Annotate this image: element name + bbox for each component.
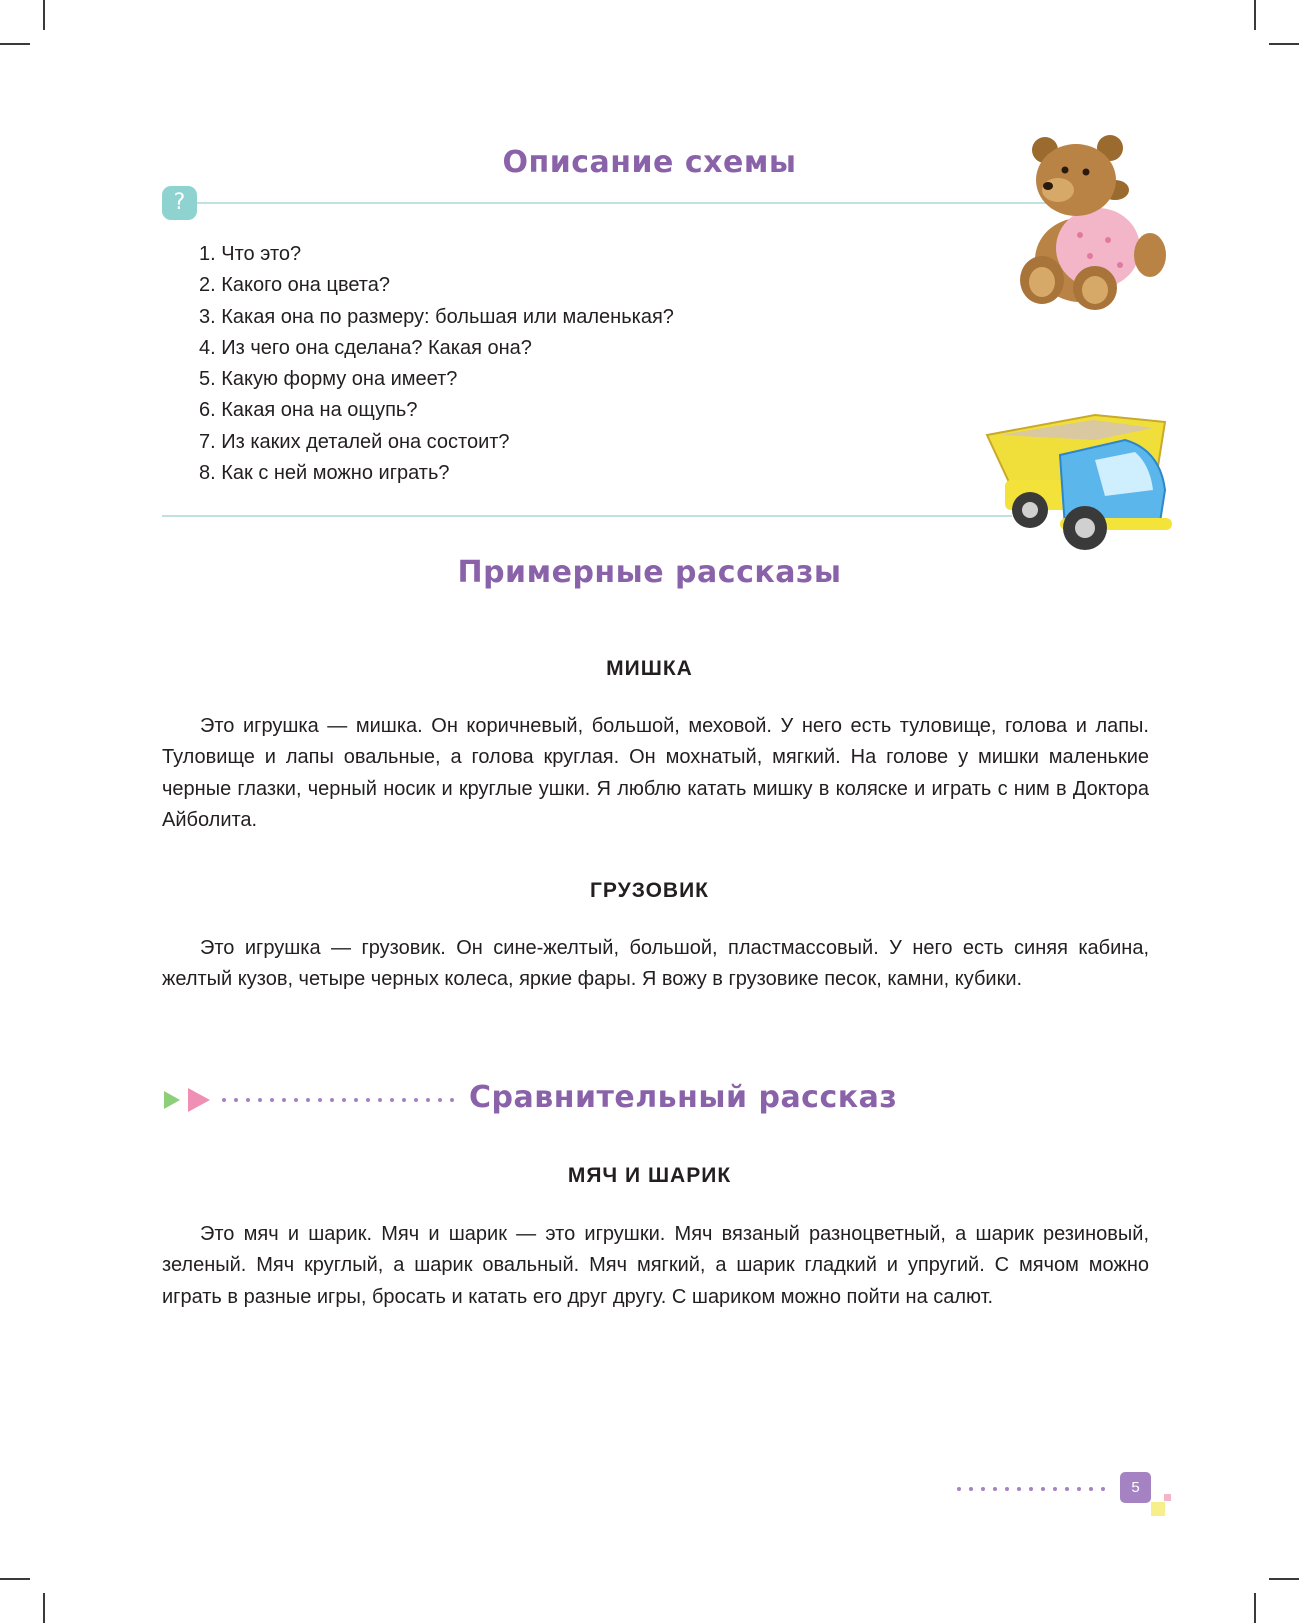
crop-mark (1254, 0, 1256, 30)
arrow-markers-icon (162, 1085, 467, 1115)
page-number: 5 (1120, 1472, 1151, 1503)
question-list (199, 239, 674, 489)
question-icon: ? (162, 186, 197, 220)
story-text-truck: Это игрушка — грузовик. Он сине-желтый, большой, пластмассовый. У него есть синяя кабина, желтый кузов, четыре черных колеса, яркие фары. Я вожу в грузовике песок, камни, кубики. (162, 937, 1149, 991)
crop-mark (1269, 43, 1299, 45)
crop-mark (0, 43, 30, 45)
story-heading-ball: МЯЧ И ШАРИК (567, 1164, 732, 1187)
list-item: 4. Из чего она сделана? Какая она? (199, 336, 532, 359)
bottom-divider (162, 515, 1012, 517)
comparative-title: Сравнительный рассказ (469, 1080, 898, 1115)
toy-truck-illustration (985, 410, 1185, 555)
story-text-bear: Это игрушка — мишка. Он коричневый, большой, меховой. У него есть туловище, голова и лапы. Туловище и лапы овальные, а голова круглая. Он мохнатый, мягкий. На голове у мишки маленькие черные глазки, черный носик и круглые ушки. Я люблю катать мишку в коляске и играть с ним в Доктора Айболита. (162, 715, 1149, 831)
crop-mark (43, 1593, 45, 1623)
list-item: 3. Какая она по размеру: большая или маленькая? (199, 305, 674, 328)
story-heading-bear: МИШКА (606, 657, 693, 680)
decor-square (1164, 1494, 1171, 1501)
top-divider (197, 202, 1077, 204)
list-item: 7. Из каких деталей она состоит? (199, 430, 510, 453)
teddy-bear-illustration (1010, 130, 1180, 310)
list-item: 5. Какую форму она имеет? (199, 368, 458, 391)
examples-title: Примерные рассказы (457, 555, 842, 590)
list-item: 6. Какая она на ощупь? (199, 399, 418, 422)
list-item: 8. Как с ней можно играть? (199, 462, 450, 485)
footer-dots (955, 1484, 1115, 1494)
list-item: 2. Какого она цвета? (199, 274, 390, 297)
scheme-title: Описание схемы (502, 145, 797, 180)
story-text-ball: Это мяч и шарик. Мяч и шарик — это игрушки. Мяч вязаный разноцветный, а шарик резиновый, зеленый. Мяч круглый, а шарик овальный. Мяч мягкий, а шарик гладкий и упругий. С мячом можно играть в разные игры, бросать и катать его друг другу. С шариком можно пойти на салют. (162, 1223, 1149, 1308)
story-heading-truck: ГРУЗОВИК (590, 879, 709, 902)
crop-mark (0, 1578, 30, 1580)
crop-mark (1269, 1578, 1299, 1580)
crop-mark (1254, 1593, 1256, 1623)
decor-square (1151, 1502, 1165, 1516)
list-item: 1. Что это? (199, 243, 302, 265)
crop-mark (43, 0, 45, 30)
